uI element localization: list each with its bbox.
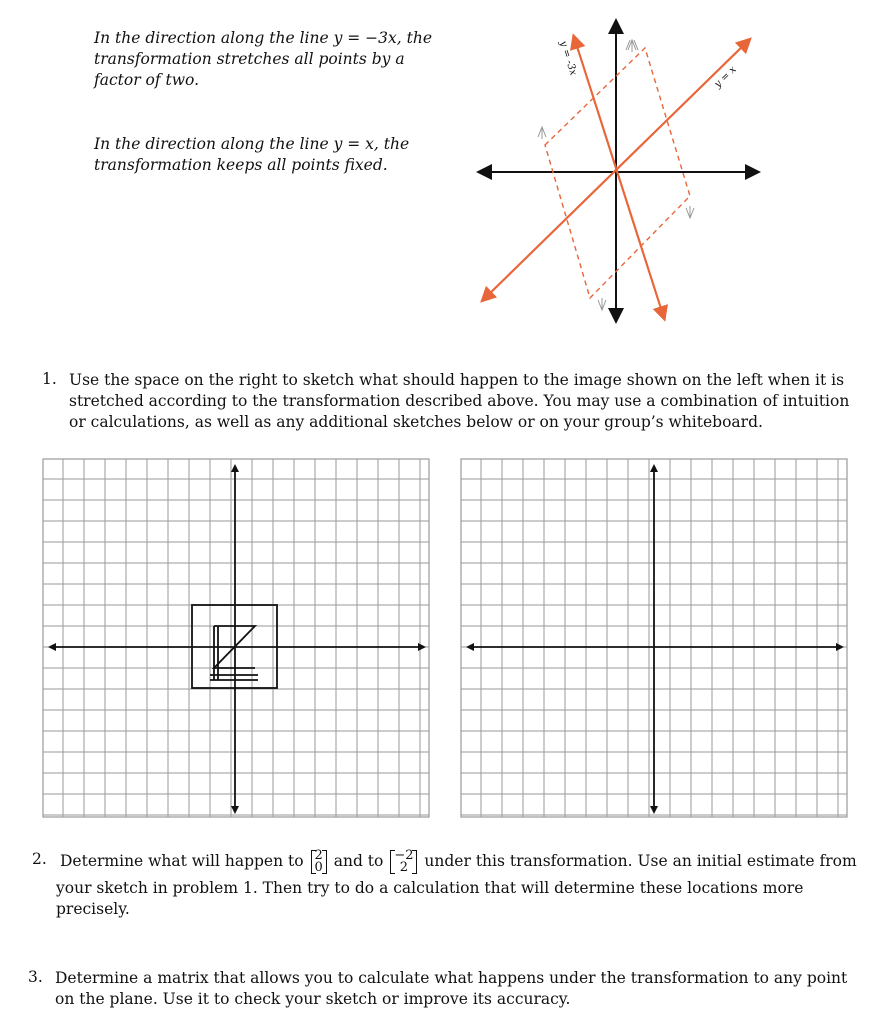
vector-2-0-top: 2 [314, 848, 323, 863]
problem-2-number: 2. [32, 850, 47, 868]
grid-right [460, 458, 850, 820]
label-y-eq-x: y = x [712, 64, 739, 91]
line-y-eq-neg3x-up [574, 37, 664, 318]
label-y-eq-neg3x: y = -3x [557, 39, 579, 77]
problem-2-text-b: and to [333, 852, 384, 870]
grid-left-lines [43, 459, 429, 817]
intro-statement-fixed: In the direction along the line y = x, the transformation keeps all points fixed. [94, 135, 410, 174]
problem-3-number: 3. [28, 968, 43, 986]
problem-3-text: Determine a matrix that allows you to calculate what happens under the transformation to any point on the plane. Use it to check your sketch or improve its accuracy. [55, 969, 848, 1008]
problem-1-text: Use the space on the right to sketch what should happen to the image shown on the left when it is stretched according to the transformation described above. You may use a combination of intuition or calculations, as well as any additional sketches below or on your group’s whiteboard. [69, 371, 850, 431]
vector-2-0-bottom: 0 [314, 860, 323, 875]
problem-1-number: 1. [42, 370, 57, 388]
problem-2-text-a: Determine what will happen to [60, 852, 304, 870]
problem-2-text-rest: your sketch in problem 1. Then try to do a calculation that will determine these locations more precisely. [56, 879, 804, 918]
vector-neg2-2-bottom: 2 [399, 860, 409, 875]
problem-2-line1 [60, 850, 857, 874]
vector-neg2-2-top: −2 [394, 848, 414, 863]
transformation-diagram [470, 15, 770, 330]
vector-neg2-2 [390, 850, 417, 874]
problem-2-text-c: under this transformation. Use an initial estimate from [424, 852, 857, 870]
intro-statement-stretch: In the direction along the line y = −3x, the transformation stretches all points by a factor of two. [94, 29, 433, 89]
vector-2-0 [311, 850, 327, 874]
grid-left [42, 458, 432, 820]
